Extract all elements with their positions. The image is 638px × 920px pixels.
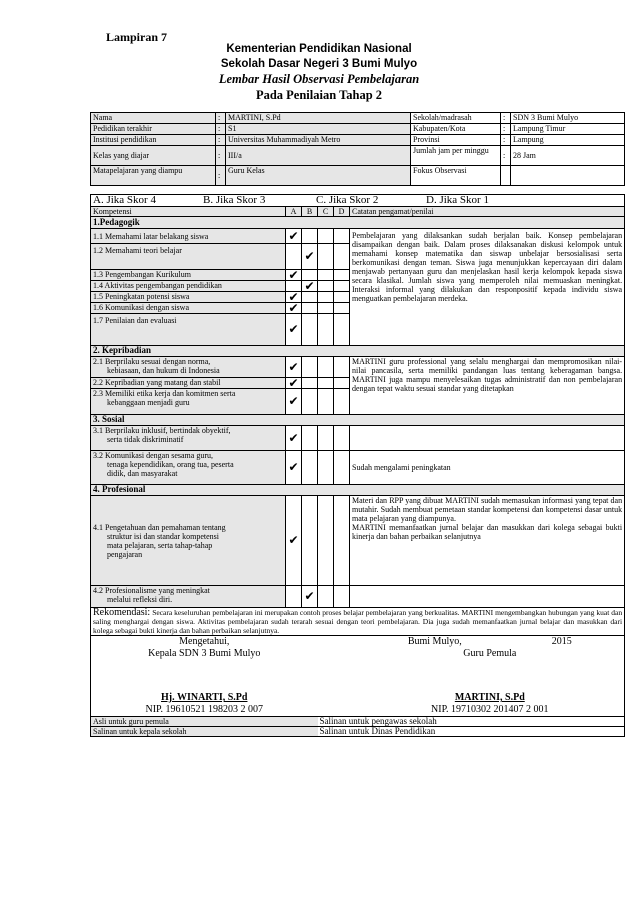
item-4-1-line4: pengajaran	[107, 549, 143, 559]
empty-cell	[334, 244, 350, 270]
value-jam: 28 Jam	[511, 146, 625, 166]
item-2-2: 2.2 Kepribadian yang matang dan stabil	[91, 378, 286, 389]
empty-cell	[334, 314, 350, 346]
value-institusi: Universitas Muhammadiyah Metro	[226, 135, 411, 146]
identity-table	[90, 112, 625, 186]
item-1-7: 1.7 Penilaian dan evaluasi	[91, 314, 286, 346]
empty-cell	[302, 314, 318, 346]
header-school: Sekolah Dasar Negeri 3 Bumi Mulyo	[220, 58, 418, 70]
item-3-2-line2: tenaga kependidikan, orang tua, peserta	[107, 460, 234, 469]
check-mark: ✔	[286, 270, 302, 281]
note-pedagogik: Pembelajaran yang dilaksankan sudah berjalan baik. Konsep pembelajaran disampaikan dengan baik. Dalam proses dilaksanakan diskusi kelompok untuk memahami konsep matematika dan siswap unbelajar bersosialisasi serta berkomunikasi dengan teman. Siswa juga menunjukkan kepercayaan diri dalam menjawab pertanyaan guru dan menjelaskan hasil kerja kelompok kepada siswa secara klasikal. Jumlah siswa yang memperoleh nilai memuaskan meningkat. Interaksi informal yang dilakukan dan responpositif kepada individu siswa menguatkan pembelajaran merdeka.	[350, 229, 625, 346]
recommendation	[91, 608, 625, 636]
colon: :	[216, 146, 226, 166]
empty-cell	[302, 292, 318, 303]
value-kelas: III/a	[226, 146, 411, 166]
observation-table	[90, 194, 625, 737]
empty-cell	[318, 270, 334, 281]
col-catatan: Catatan pengamat/penilai	[350, 207, 625, 217]
empty-cell	[318, 357, 334, 378]
check-mark: ✔	[286, 426, 302, 451]
label-kelas: Kelas yang diajar	[91, 146, 216, 166]
check-mark: ✔	[286, 357, 302, 378]
item-2-1-line1: 2.1 Berprilaku sesuai dengan norma,	[93, 357, 211, 366]
score-d: D. Jika Skor 1	[426, 194, 489, 206]
empty-cell	[511, 166, 625, 186]
empty-cell	[302, 389, 318, 415]
distribution-principal: Salinan untuk kepala sekolah	[91, 727, 318, 737]
empty-cell	[302, 357, 318, 378]
score-a: A. Jika Skor 4	[93, 194, 156, 206]
header-stage: Pada Penilaian Tahap 2	[255, 88, 383, 102]
item-2-3-line2: kebanggaan menjadi guru	[107, 398, 190, 407]
check-mark: ✔	[302, 281, 318, 292]
item-4-2-line1: 4.2 Profesionalisme yang meningkat	[93, 586, 210, 595]
label-institusi: Institusi pendidikan	[91, 135, 216, 146]
colon: :	[216, 124, 226, 135]
empty-cell	[350, 426, 625, 451]
empty-cell	[318, 244, 334, 270]
check-mark: ✔	[286, 314, 302, 346]
item-2-3	[91, 389, 286, 415]
label-jam: Jumlah jam per minggu	[411, 146, 501, 166]
empty-cell	[318, 451, 334, 485]
empty-cell	[350, 586, 625, 608]
colon: :	[501, 135, 511, 146]
empty-cell	[334, 426, 350, 451]
section-profesional: 4. Profesional	[91, 485, 625, 496]
sign-left-nip: NIP. 19610521 198203 2 007	[145, 704, 263, 715]
col-c: C	[318, 207, 334, 217]
score-c: C. Jika Skor 2	[316, 194, 379, 206]
value-kabupaten: Lampung Timur	[511, 124, 625, 135]
empty-cell	[318, 229, 334, 244]
label-pendidikan: Pedidikan terakhir	[91, 124, 216, 135]
empty-cell	[318, 303, 334, 314]
item-1-5: 1.5 Peningkatan potensi siswa	[91, 292, 286, 303]
value-pendidikan: S1	[226, 124, 411, 135]
check-mark: ✔	[302, 586, 318, 608]
empty-cell	[501, 166, 511, 186]
empty-cell	[302, 303, 318, 314]
empty-cell	[334, 357, 350, 378]
empty-cell	[302, 229, 318, 244]
empty-cell	[334, 270, 350, 281]
check-mark: ✔	[286, 378, 302, 389]
recommendation-text: Secara keseluruhan pembelajaran ini merupakan contoh proses belajar pembelajaran yang berkualitas. MARTINI mengembangkan hubungan yang kuat dan saling menghargai dengan siswa. Aktivitas pembelajaran sudah terarah sesuai dengan teori pembelajaran. Dia juga sudah memanfaatkan jurnal belajar dan masukkan dari kolega sebagai bukti kinerja dan bahan perbaikan selanjutnya.	[93, 608, 623, 635]
value-mapel: Guru Kelas	[226, 166, 411, 186]
empty-cell	[286, 244, 302, 270]
item-4-1-line3: mata pelajaran, serta tahap-tahap	[107, 540, 213, 550]
col-kompetensi: Kompetensi	[91, 207, 286, 217]
sign-right-position: Guru Pemula	[463, 648, 517, 659]
item-4-1-line1: 4.1 Pengetahuan dan pemahaman tentang	[93, 522, 226, 532]
empty-cell	[334, 303, 350, 314]
item-2-1-line2: kebiasaan, dan hukum di Indonesia	[107, 366, 220, 375]
item-1-1: 1.1 Memahami latar belakang siswa	[91, 229, 286, 244]
item-4-1-line2: struktur isi dan standar kompetensi	[107, 531, 219, 541]
value-sekolah: SDN 3 Bumi Mulyo	[511, 113, 625, 124]
item-3-2	[91, 451, 286, 485]
sign-left-greeting: Mengetahui,	[179, 636, 230, 647]
sign-right-date	[358, 636, 623, 648]
appendix-label: Lampiran 7	[106, 30, 168, 44]
item-3-2-line3: didik, dan masyarakat	[107, 469, 178, 478]
label-kabupaten: Kabupaten/Kota	[411, 124, 501, 135]
sign-right-name: MARTINI, S.Pd	[454, 692, 525, 703]
distribution-supervisor: Salinan untuk pengawas sekolah	[318, 717, 625, 727]
colon: :	[216, 113, 226, 124]
colon: :	[501, 124, 511, 135]
item-2-3-line1: 2.3 Memiliki etika kerja dan komitmen serta	[93, 389, 236, 398]
empty-cell	[334, 389, 350, 415]
value-provinsi: Lampung	[511, 135, 625, 146]
header-ministry: Kementerian Pendidikan Nasional	[226, 43, 412, 55]
sign-right-year: 2015	[551, 636, 572, 647]
item-3-1-line1: 3.1 Berprilaku inklusif, bertindak obyektif,	[93, 426, 231, 435]
recommendation-label: Rekomendasi:	[93, 607, 151, 618]
colon: :	[216, 135, 226, 146]
colon: :	[216, 166, 226, 186]
colon: :	[501, 113, 511, 124]
check-mark: ✔	[286, 389, 302, 415]
distribution-education-office: Salinan untuk Dinas Pendidikan	[318, 727, 625, 737]
item-1-4: 1.4 Aktivitas pengembangan pendidikan	[91, 281, 286, 292]
empty-cell	[302, 451, 318, 485]
section-pedagogik: 1.Pedagogik	[91, 217, 625, 229]
check-mark: ✔	[286, 496, 302, 586]
empty-cell	[334, 451, 350, 485]
empty-cell	[302, 426, 318, 451]
item-4-1	[91, 496, 286, 586]
item-1-3: 1.3 Pengembangan Kurikulum	[91, 270, 286, 281]
item-4-2	[91, 586, 286, 608]
item-3-2-line1: 3.2 Komunikasi dengan sesama guru,	[93, 451, 213, 460]
label-nama: Nama	[91, 113, 216, 124]
col-d: D	[334, 207, 350, 217]
empty-cell	[334, 586, 350, 608]
col-b: B	[302, 207, 318, 217]
empty-cell	[334, 496, 350, 586]
section-kepribadian: 2. Kepribadian	[91, 346, 625, 357]
signature-left	[91, 636, 318, 717]
note-profesional	[350, 496, 625, 586]
item-3-1-line2: serta tidak diskriminatif	[107, 435, 184, 444]
colon: :	[501, 146, 511, 166]
empty-cell	[318, 496, 334, 586]
sign-left-position: Kepala SDN 3 Bumi Mulyo	[148, 648, 261, 659]
label-sekolah: Sekolah/madrasah	[411, 113, 501, 124]
note-profesional-p2: MARTINI memanfaatkan jurnal belajar dan masukkan dari kolega sebagai bukti kinerja dan bahan perbaikan selanjutnya	[352, 523, 623, 541]
empty-cell	[334, 292, 350, 303]
check-mark: ✔	[286, 292, 302, 303]
header-form-title: Lembar Hasil Observasi Pembelajaran	[218, 72, 420, 86]
col-a: A	[286, 207, 302, 217]
sign-right-place: Bumi Mulyo,	[407, 636, 462, 647]
item-2-1	[91, 357, 286, 378]
item-1-2: 1.2 Memahami teori belajar	[91, 244, 286, 270]
item-3-1	[91, 426, 286, 451]
empty-cell	[318, 426, 334, 451]
section-sosial: 3. Sosial	[91, 415, 625, 426]
check-mark: ✔	[286, 229, 302, 244]
empty-cell	[334, 281, 350, 292]
value-nama: MARTINI, S.Pd	[226, 113, 411, 124]
empty-cell	[334, 229, 350, 244]
note-sosial: Sudah mengalami peningkatan	[350, 451, 625, 485]
item-4-2-line2: melalui refleksi diri.	[107, 595, 173, 604]
score-legend	[91, 195, 625, 207]
empty-cell	[318, 314, 334, 346]
sign-right-nip: NIP. 19710302 201407 2 001	[431, 704, 549, 715]
note-kepribadian: MARTINI guru professional yang selalu menghargai dan mempromosikan nilai-nilai pancasila, serta memiliki pandangan luas tentang keberagaman bangsa. MARTINI juga mampu menyelesaikan tugas administratif dan non pembelajaran dengan tepat waktu sesuai standar yang ditetapkan	[350, 357, 625, 415]
empty-cell	[334, 378, 350, 389]
score-b: B. Jika Skor 3	[203, 194, 266, 206]
empty-cell	[318, 281, 334, 292]
empty-cell	[286, 586, 302, 608]
label-fokus: Fokus Observasi	[411, 166, 501, 186]
distribution-original: Asli untuk guru pemula	[91, 717, 318, 727]
empty-cell	[302, 378, 318, 389]
empty-cell	[318, 389, 334, 415]
check-mark: ✔	[286, 451, 302, 485]
sign-left-name: Hj. WINARTI, S.Pd	[161, 692, 248, 703]
label-mapel: Matapelajaran yang diampu	[91, 166, 216, 186]
check-mark: ✔	[286, 303, 302, 314]
note-profesional-p1: Materi dan RPP yang dibuat MARTINI sudah memasukan informasi yang tepat dan mutahir. Sudah membuat pemetaan standar kompetensi dan kompetensi dasar untuk mata pelajaran yang diampunya.	[352, 496, 623, 523]
empty-cell	[318, 586, 334, 608]
signature-right	[318, 636, 625, 717]
item-1-6: 1.6 Komunikasi dengan siswa	[91, 303, 286, 314]
empty-cell	[318, 292, 334, 303]
check-mark: ✔	[302, 244, 318, 270]
empty-cell	[302, 496, 318, 586]
label-provinsi: Provinsi	[411, 135, 501, 146]
empty-cell	[318, 378, 334, 389]
